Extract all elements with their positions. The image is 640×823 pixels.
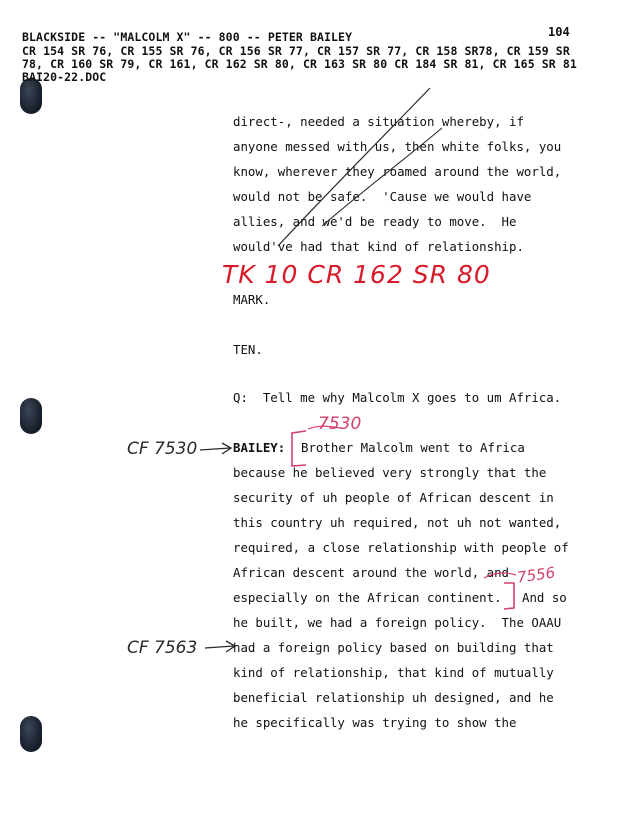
answer-line: had a foreign policy based on building that	[233, 640, 554, 655]
punch-hole-middle	[20, 398, 42, 434]
speaker-label: BAILEY:	[233, 440, 286, 455]
cf-arrow-1	[200, 443, 231, 454]
answer-line: this country uh required, not uh not wanted,	[233, 515, 562, 530]
handwritten-timecode-1: 7530	[318, 414, 362, 434]
answer-line: Brother Malcolm went to Africa	[301, 440, 525, 455]
body-line: know, wherever they roamed around the world,	[233, 164, 562, 179]
punch-hole-bottom	[20, 716, 42, 752]
answer-line: And so	[522, 590, 567, 605]
body-line: anyone messed with us, then white folks, you	[233, 139, 562, 154]
answer-line: African descent around the world, and	[233, 565, 510, 580]
handwritten-tk-note: TK 10 CR 162 SR 80	[222, 260, 491, 289]
handwritten-cf-note-1: CF 7530	[127, 439, 198, 459]
answer-line: because he believed very strongly that the	[233, 465, 547, 480]
header-title: BLACKSIDE -- "MALCOLM X" -- 800 -- PETER BAILEY	[22, 30, 353, 44]
answer-line: he specifically was trying to show the	[233, 715, 517, 730]
slate-ten: TEN.	[233, 342, 263, 357]
answer-line: kind of relationship, that kind of mutually	[233, 665, 554, 680]
body-line: allies, and we'd be ready to move. He	[233, 214, 517, 229]
page-number: 104	[548, 25, 570, 39]
body-line: direct-, needed a situation whereby, if	[233, 114, 524, 129]
body-line: would've had that kind of relationship.	[233, 239, 524, 254]
answer-line: security of uh people of African descent in	[233, 490, 554, 505]
body-line: would not be safe. 'Cause we would have	[233, 189, 532, 204]
question-line: Q: Tell me why Malcolm X goes to um Africa.	[233, 390, 562, 405]
header-reel-list-1: CR 154 SR 76, CR 155 SR 76, CR 156 SR 77, CR 157 SR 77, CR 158 SR78, CR 159 SR	[22, 44, 570, 58]
header-filename: BAI20-22.DOC	[22, 70, 107, 84]
timecode-bracket-2	[504, 583, 514, 609]
header-reel-list-2: 78, CR 160 SR 79, CR 161, CR 162 SR 80, CR 163 SR 80 CR 184 SR 81, CR 165 SR 81	[22, 57, 577, 71]
handwritten-cf-note-2: CF 7563	[127, 638, 198, 658]
answer-line: required, a close relationship with people of	[233, 540, 569, 555]
answer-line: beneficial relationship uh designed, and he	[233, 690, 554, 705]
cf-arrow-2	[205, 641, 235, 652]
slate-mark: MARK.	[233, 292, 271, 307]
handwritten-timecode-2: 7556	[515, 563, 557, 587]
answer-line: he built, we had a foreign policy. The OAAU	[233, 615, 562, 630]
answer-line: especially on the African continent.	[233, 590, 502, 605]
